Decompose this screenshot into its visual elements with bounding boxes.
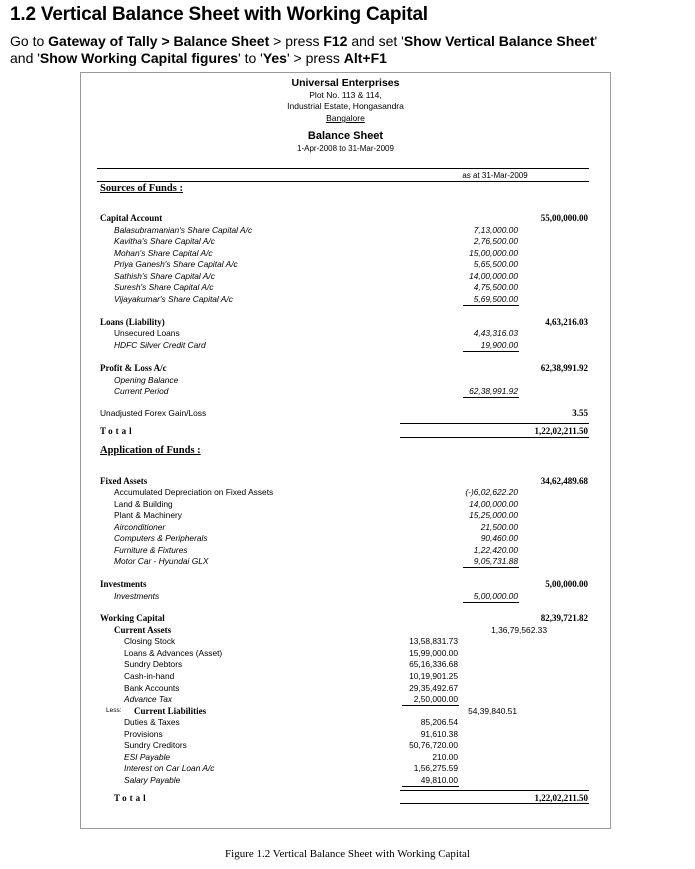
ledger-label: Balasubramanian's Share Capital A/c — [114, 225, 253, 235]
ledger-amount: 90,460.00 — [480, 533, 518, 543]
subtotal-rule — [463, 351, 519, 352]
ledger-amount: 210.00 — [432, 752, 458, 762]
subtotal-rule — [402, 705, 459, 706]
group-label: Working Capital — [100, 613, 165, 623]
ledger-amount: 19,900.00 — [480, 340, 518, 350]
group-label: Fixed Assets — [100, 476, 148, 486]
instruction-fragment: > press — [269, 33, 324, 49]
report-period: 1-Apr-2008 to 31-Mar-2009 — [297, 144, 394, 153]
ledger-amount: 15,25,000.00 — [469, 510, 518, 520]
ledger-label: Current Period — [114, 386, 169, 396]
current-assets-total: 1,36,79,562.33 — [491, 625, 547, 635]
ledger-label: Opening Balance — [114, 375, 179, 385]
sources-total-rule-bottom — [400, 437, 589, 438]
ledger-amount: 5,69,500.00 — [473, 294, 518, 304]
ledger-amount: 62,38,991.92 — [469, 386, 518, 396]
ledger-label: Vijayakumar's Share Capital A/c — [114, 294, 233, 304]
company-name: Universal Enterprises — [291, 77, 400, 89]
ledger-amount: 14,00,000.00 — [469, 499, 518, 509]
ledger-amount: 65,16,336.68 — [409, 659, 458, 669]
instruction-fragment: ' to ' — [238, 50, 263, 66]
instruction-fragment: Yes — [262, 50, 287, 66]
ledger-amount: 13,58,831.73 — [409, 636, 458, 646]
ledger-amount: 7,13,000.00 — [473, 225, 518, 235]
instruction-fragment: Gateway of Tally > Balance Sheet — [48, 33, 270, 49]
ledger-amount: (-)6,02,622.20 — [465, 487, 518, 497]
ledger-total: 3.55 — [572, 408, 588, 418]
group-label: Loans (Liability) — [100, 317, 165, 327]
ledger-label: Furniture & Fixtures — [114, 545, 188, 555]
group-label: Capital Account — [100, 213, 163, 223]
current-liabilities-label: Current Liabilities — [134, 706, 207, 716]
group-total: 5,00,000.00 — [545, 579, 588, 589]
group-total: 82,39,721.82 — [540, 613, 588, 623]
ledger-amount: 1,56,275.59 — [413, 763, 458, 773]
ledger-label: HDFC Silver Credit Card — [114, 340, 206, 350]
ledger-amount: 85,206.54 — [420, 717, 458, 727]
ledger-label: Land & Building — [114, 499, 173, 509]
ledger-amount: 2,50,000.00 — [413, 694, 458, 704]
instruction-fragment: ' — [594, 33, 598, 49]
subtotal-rule — [463, 602, 519, 603]
header-rule-top — [97, 168, 589, 169]
application-of-funds-heading: Application of Funds : — [100, 445, 201, 456]
ledger-label: Unadjusted Forex Gain/Loss — [100, 408, 207, 418]
instruction-fragment: Go to — [10, 33, 49, 49]
ledger-label: Duties & Taxes — [124, 717, 180, 727]
ledger-amount: 15,99,000.00 — [409, 648, 458, 658]
group-label: Investments — [100, 579, 147, 589]
ledger-label: Motor Car - Hyundai GLX — [114, 556, 209, 566]
ledger-label: Sundry Creditors — [124, 740, 187, 750]
figure-caption: Figure 1.2 Vertical Balance Sheet with Working Capital — [225, 848, 470, 860]
ledger-amount: 5,00,000.00 — [473, 591, 518, 601]
company-address-2: Industrial Estate, Hongasandra — [287, 101, 404, 111]
ledger-label: Computers & Peripherals — [114, 533, 208, 543]
ledger-label: Closing Stock — [124, 636, 176, 646]
application-total-rule-top — [400, 790, 589, 791]
ledger-amount: 50,76,720.00 — [409, 740, 458, 750]
ledger-label: Priya Ganesh's Share Capital A/c — [114, 259, 238, 269]
instruction-fragment: Show Vertical Balance Sheet — [403, 33, 595, 49]
ledger-label: Provisions — [124, 729, 163, 739]
ledger-amount: 10,19,901.25 — [409, 671, 458, 681]
page-heading: 1.2 Vertical Balance Sheet with Working Capital — [10, 4, 428, 25]
ledger-amount: 4,75,500.00 — [473, 282, 518, 292]
ledger-label: Mohan's Share Capital A/c — [114, 248, 213, 258]
instruction-fragment: and set ' — [347, 33, 404, 49]
group-total: 62,38,991.92 — [540, 363, 588, 373]
company-address-3: Bangalore — [326, 113, 365, 123]
ledger-label: Interest on Car Loan A/c — [124, 763, 215, 773]
ledger-label: Plant & Machinery — [114, 510, 182, 520]
report-title: Balance Sheet — [307, 130, 384, 142]
ledger-amount: 9,05,731.88 — [473, 556, 518, 566]
application-total-rule-bottom — [400, 803, 589, 804]
sources-total-label: Total — [100, 426, 135, 436]
current-liabilities-total: 54,39,840.51 — [468, 706, 517, 716]
instruction-fragment: ' > press — [286, 50, 344, 66]
ledger-label: Bank Accounts — [124, 683, 180, 693]
ledger-amount: 4,43,316.03 — [473, 328, 518, 338]
ledger-label: Sundry Debtors — [124, 659, 183, 669]
sources-total-value: 1,22,02,211.50 — [534, 426, 588, 436]
ledger-label: Advance Tax — [124, 694, 173, 704]
ledger-label: Airconditioner — [114, 522, 166, 532]
header-rule-bottom — [97, 181, 589, 182]
application-total-label: Total — [114, 793, 149, 803]
ledger-label: Kavitha's Share Capital A/c — [114, 236, 215, 246]
group-label: Profit & Loss A/c — [100, 363, 167, 373]
sources-of-funds-heading: Sources of Funds : — [100, 183, 183, 194]
ledger-amount: 15,00,000.00 — [469, 248, 518, 258]
company-address-1: Plot No. 113 & 114, — [309, 90, 382, 100]
instruction-fragment: F12 — [323, 33, 348, 49]
instruction-fragment: and ' — [10, 50, 40, 66]
subtotal-rule — [463, 305, 519, 306]
ledger-amount: 5,65,500.00 — [473, 259, 518, 269]
ledger-label: ESI Payable — [124, 752, 171, 762]
ledger-amount: 1,22,420.00 — [473, 545, 518, 555]
ledger-amount: 2,76,500.00 — [473, 236, 518, 246]
ledger-amount: 49,810.00 — [420, 775, 458, 785]
less-label: Less: — [106, 707, 122, 714]
ledger-label: Cash-in-hand — [124, 671, 175, 681]
ledger-label: Accumulated Depreciation on Fixed Assets — [114, 487, 274, 497]
subtotal-rule — [402, 786, 459, 787]
ledger-label: Salary Payable — [124, 775, 181, 785]
sources-total-rule-top — [400, 423, 589, 424]
ledger-label: Sathish's Share Capital A/c — [114, 271, 215, 281]
subtotal-rule — [463, 397, 519, 398]
instruction-fragment: Alt+F1 — [343, 50, 387, 66]
ledger-amount: 91,610.38 — [420, 729, 458, 739]
current-assets-label: Current Assets — [114, 625, 172, 635]
subtotal-rule — [463, 567, 519, 568]
group-total: 55,00,000.00 — [540, 213, 588, 223]
column-header-date: as at 31-Mar-2009 — [462, 171, 528, 180]
group-total: 34,62,489.68 — [540, 476, 588, 486]
application-total-value: 1,22,02,211.50 — [534, 793, 588, 803]
ledger-amount: 14,00,000.00 — [469, 271, 518, 281]
ledger-label: Suresh's Share Capital A/c — [114, 282, 214, 292]
ledger-label: Unsecured Loans — [114, 328, 180, 338]
ledger-label: Loans & Advances (Asset) — [124, 648, 223, 658]
ledger-label: Investments — [114, 591, 160, 601]
ledger-amount: 21,500.00 — [480, 522, 518, 532]
ledger-amount: 29,35,492.67 — [409, 683, 458, 693]
group-total: 4,63,216.03 — [545, 317, 588, 327]
instruction-fragment: Show Working Capital figures — [39, 50, 239, 66]
